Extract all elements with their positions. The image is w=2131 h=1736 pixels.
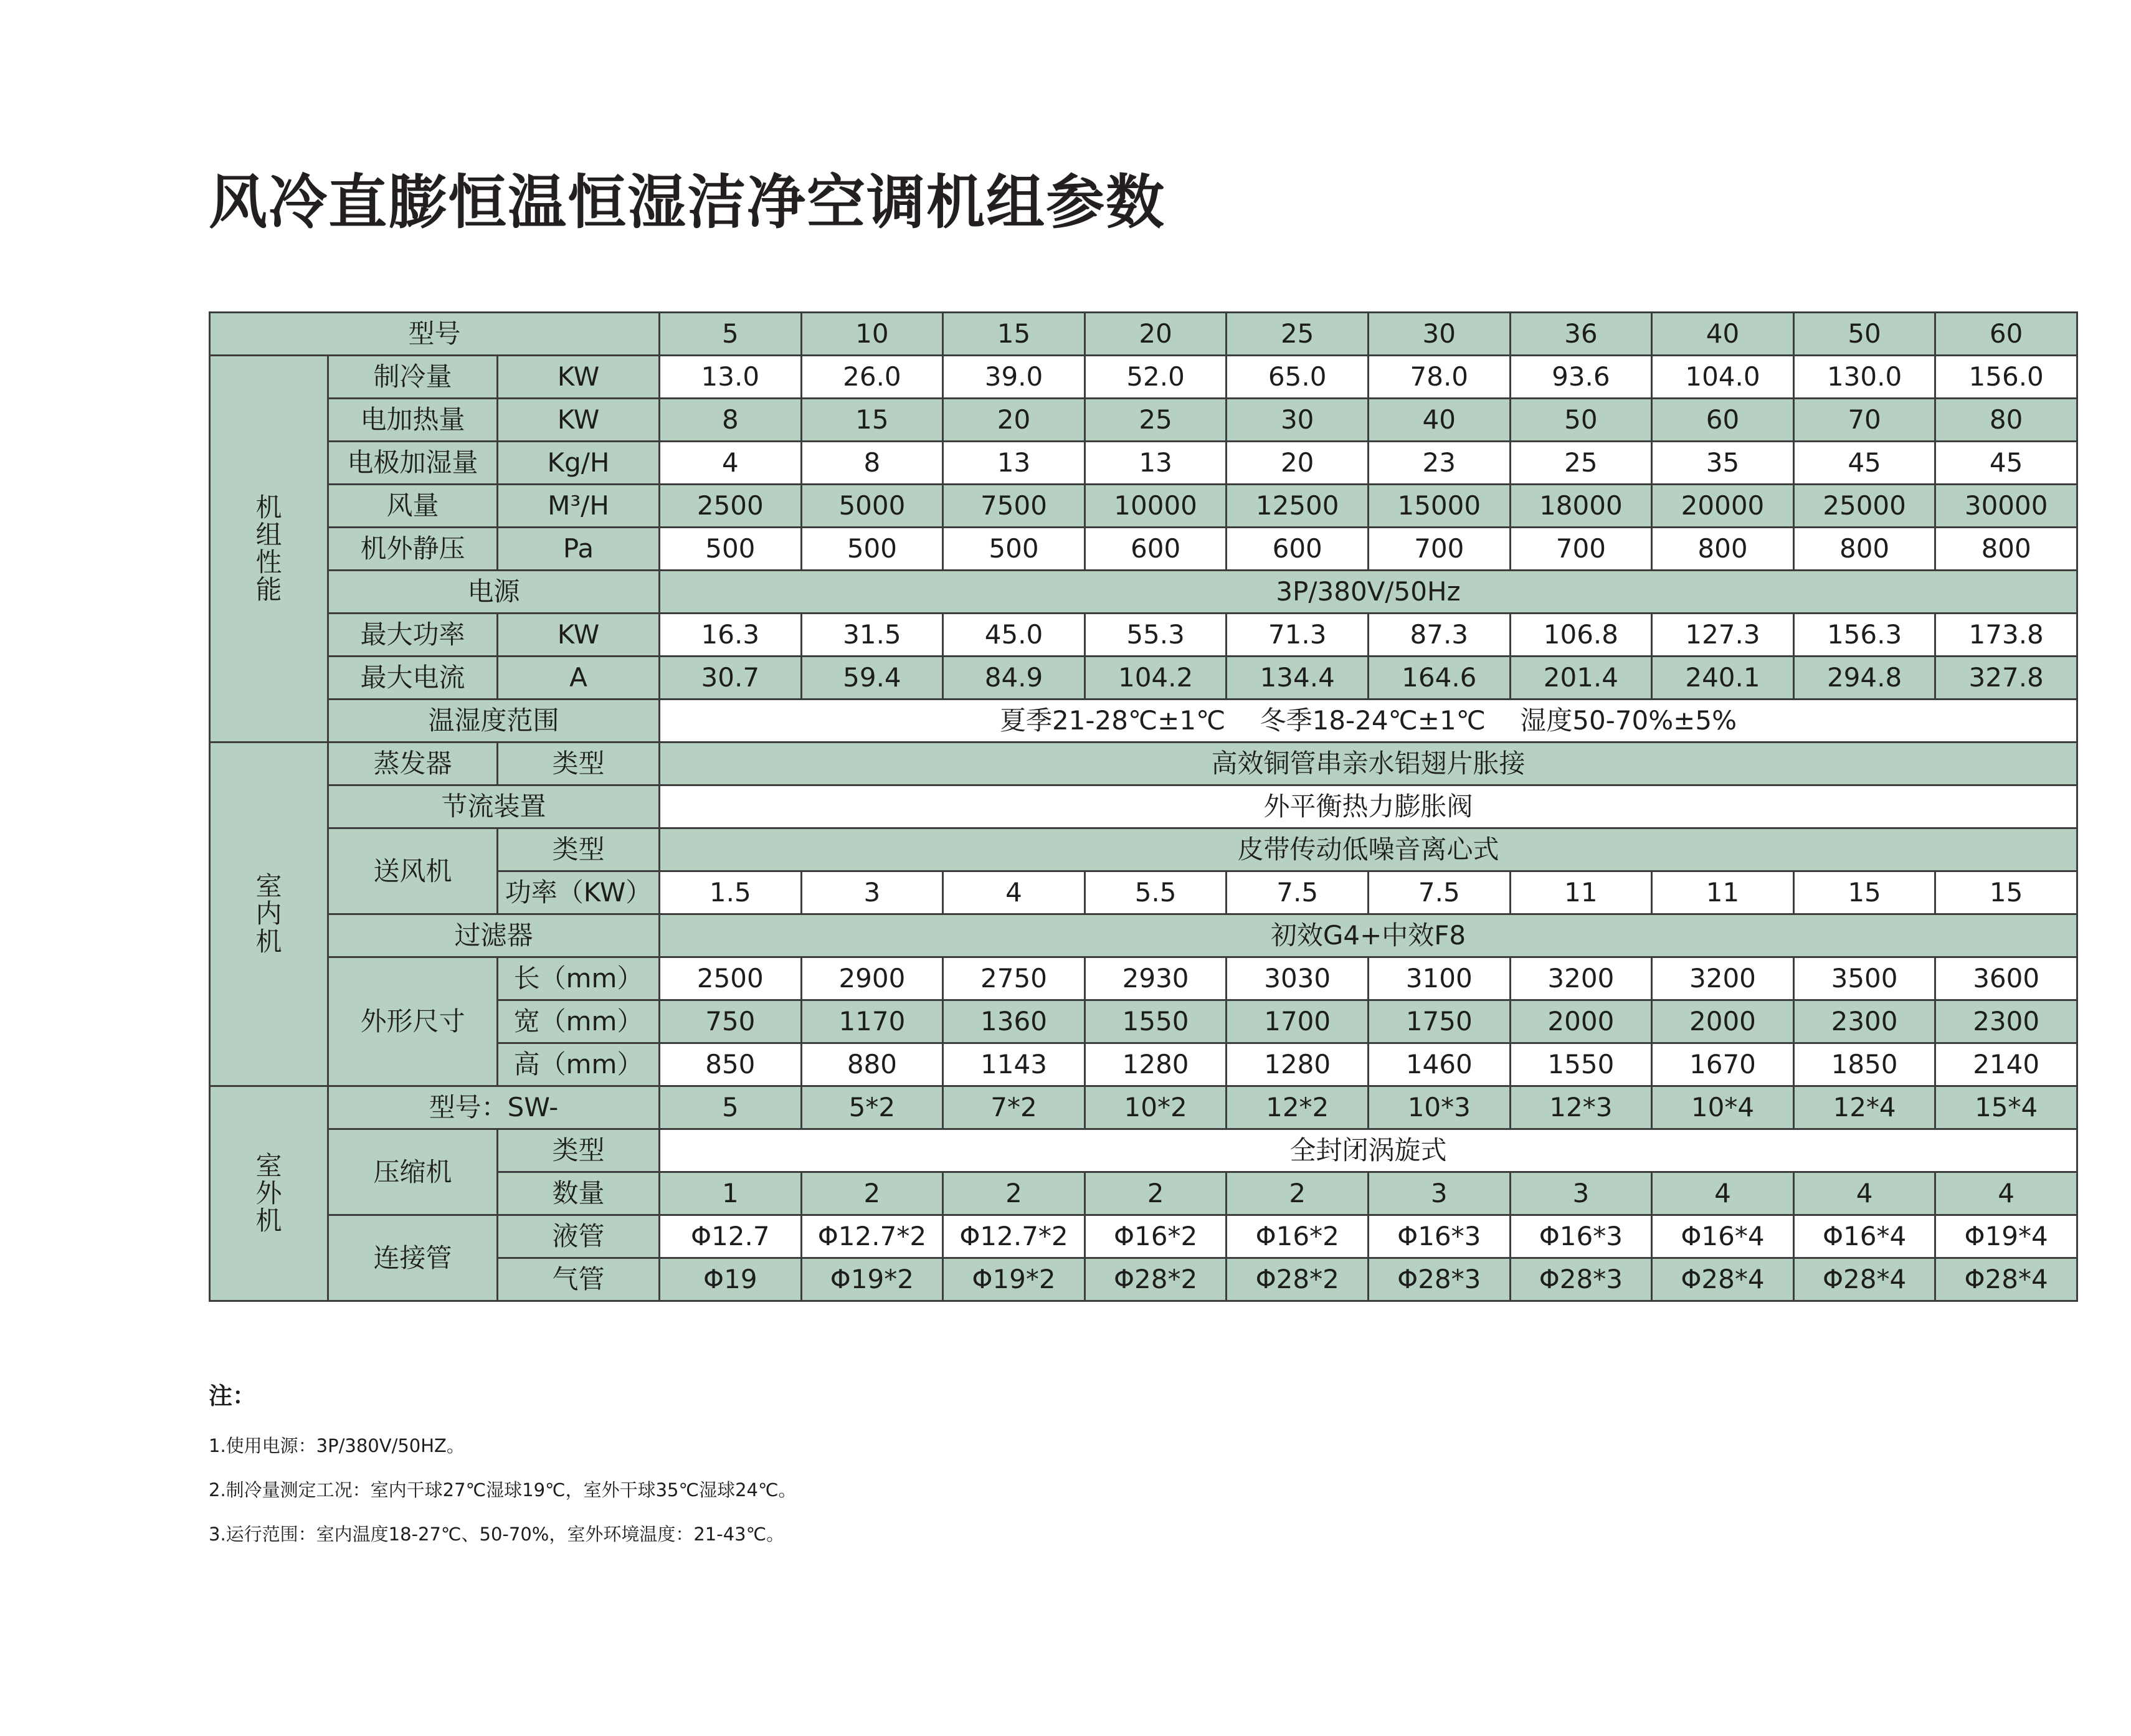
value-cell: 59.4 — [801, 657, 943, 700]
value-cell: Φ16*3 — [1368, 1215, 1510, 1258]
value-cell: 70 — [1793, 399, 1935, 442]
row-label: 机外静压 — [328, 528, 498, 571]
value-cell: 3200 — [1510, 957, 1652, 1000]
value-cell: 45.0 — [943, 614, 1085, 657]
value-cell: 1700 — [1227, 1000, 1369, 1043]
value-cell: 3030 — [1227, 957, 1369, 1000]
row-label: 最大功率 — [328, 614, 498, 657]
unit-cell: KW — [498, 614, 660, 657]
value-cell: 1170 — [801, 1000, 943, 1043]
span-value: 全封闭涡旋式 — [660, 1129, 2077, 1172]
section-label: 机组性能 — [255, 491, 282, 605]
value-cell: Φ16*4 — [1652, 1215, 1794, 1258]
value-cell: 7.5 — [1368, 871, 1510, 914]
value-cell: 93.6 — [1510, 356, 1652, 399]
section-label: 室内机 — [255, 871, 282, 957]
row-label: 送风机 — [328, 828, 498, 914]
value-cell: 15000 — [1368, 485, 1510, 528]
row-label: 电极加湿量 — [328, 442, 498, 485]
value-cell: 11 — [1510, 871, 1652, 914]
table-row — [210, 1215, 2077, 1258]
value-cell: Φ12.7 — [660, 1215, 802, 1258]
table-row — [210, 356, 2077, 399]
unit-cell: KW — [498, 356, 660, 399]
value-cell: 1550 — [1084, 1000, 1227, 1043]
value-cell: 4 — [660, 442, 802, 485]
note-item: 2.制冷量测定工况：室内干球27℃湿球19℃，室外干球35℃湿球24℃。 — [209, 1479, 797, 1501]
value-cell: 12*3 — [1510, 1086, 1652, 1129]
value-cell: 600 — [1227, 528, 1369, 571]
value-cell: 104.0 — [1652, 356, 1794, 399]
value-cell: 87.3 — [1368, 614, 1510, 657]
sub-label: 类型 — [498, 742, 660, 785]
value-cell: 3500 — [1793, 957, 1935, 1000]
value-cell: 130.0 — [1793, 356, 1935, 399]
value-cell: 18000 — [1510, 485, 1652, 528]
row-label: 型号：SW- — [328, 1086, 660, 1129]
value-cell: 78.0 — [1368, 356, 1510, 399]
value-cell: 5 — [660, 1086, 802, 1129]
value-cell: 20 — [1227, 442, 1369, 485]
value-cell: 2 — [1084, 1172, 1227, 1215]
row-label: 压缩机 — [328, 1129, 498, 1215]
value-cell: 156.3 — [1793, 614, 1935, 657]
value-cell: 4 — [1793, 1172, 1935, 1215]
value-cell: 7.5 — [1227, 871, 1369, 914]
value-cell: 800 — [1652, 528, 1794, 571]
value-cell: 25 — [1510, 442, 1652, 485]
sub-label: 数量 — [498, 1172, 660, 1215]
value-cell: 127.3 — [1652, 614, 1794, 657]
row-label: 制冷量 — [328, 356, 498, 399]
value-cell: 15 — [801, 399, 943, 442]
value-cell: 700 — [1510, 528, 1652, 571]
value-cell: 2500 — [660, 957, 802, 1000]
value-cell: 500 — [943, 528, 1085, 571]
page-title: 风冷直膨恒温恒湿洁净空调机组参数 — [209, 169, 1166, 237]
sub-label: 液管 — [498, 1215, 660, 1258]
value-cell: Φ19*4 — [1935, 1215, 2077, 1258]
value-cell: Φ19*2 — [801, 1258, 943, 1301]
value-cell: 4 — [943, 871, 1085, 914]
value-cell: 750 — [660, 1000, 802, 1043]
value-cell: 65.0 — [1227, 356, 1369, 399]
value-cell: 4 — [1935, 1172, 2077, 1215]
value-cell: Φ28*2 — [1084, 1258, 1227, 1301]
table-row — [210, 614, 2077, 657]
value-cell: 1280 — [1084, 1043, 1227, 1086]
table-row — [210, 399, 2077, 442]
value-cell: 1143 — [943, 1043, 1085, 1086]
table-row — [210, 442, 2077, 485]
table-row — [210, 785, 2077, 828]
sub-label: 高（mm） — [498, 1043, 660, 1086]
value-cell: 3 — [801, 871, 943, 914]
value-cell: 2930 — [1084, 957, 1227, 1000]
value-cell: 40 — [1652, 313, 1794, 356]
row-label: 电源 — [328, 571, 660, 614]
value-cell: 3 — [1510, 1172, 1652, 1215]
table-row — [210, 571, 2077, 614]
value-cell: 45 — [1935, 442, 2077, 485]
table-row — [210, 528, 2077, 571]
value-cell: 36 — [1510, 313, 1652, 356]
value-cell: 2 — [943, 1172, 1085, 1215]
value-cell: 7*2 — [943, 1086, 1085, 1129]
span-value: 3P/380V/50Hz — [660, 571, 2077, 614]
value-cell: 13 — [1084, 442, 1227, 485]
value-cell: 5*2 — [801, 1086, 943, 1129]
sub-label: 气管 — [498, 1258, 660, 1301]
value-cell: 30000 — [1935, 485, 2077, 528]
value-cell: 4 — [1652, 1172, 1794, 1215]
row-label: 风量 — [328, 485, 498, 528]
value-cell: 2 — [1227, 1172, 1369, 1215]
value-cell: 1750 — [1368, 1000, 1510, 1043]
value-cell: 104.2 — [1084, 657, 1227, 700]
section-outdoor — [210, 1086, 328, 1301]
value-cell: 15 — [1935, 871, 2077, 914]
value-cell: 1280 — [1227, 1043, 1369, 1086]
section-label: 室外机 — [255, 1150, 282, 1236]
value-cell: 700 — [1368, 528, 1510, 571]
row-label: 电加热量 — [328, 399, 498, 442]
value-cell: 12500 — [1227, 485, 1369, 528]
value-cell: 1.5 — [660, 871, 802, 914]
value-cell: 15 — [1793, 871, 1935, 914]
value-cell: 71.3 — [1227, 614, 1369, 657]
value-cell: 1670 — [1652, 1043, 1794, 1086]
value-cell: Φ28*4 — [1935, 1258, 2077, 1301]
span-value: 高效铜管串亲水铝翅片胀接 — [660, 742, 2077, 785]
value-cell: 35 — [1652, 442, 1794, 485]
value-cell: 15*4 — [1935, 1086, 2077, 1129]
table-row — [210, 742, 2077, 785]
value-cell: 8 — [801, 442, 943, 485]
unit-cell: M³/H — [498, 485, 660, 528]
unit-cell: KW — [498, 399, 660, 442]
value-cell: 20 — [943, 399, 1085, 442]
value-cell: 1 — [660, 1172, 802, 1215]
value-cell: 106.8 — [1510, 614, 1652, 657]
value-cell: 134.4 — [1227, 657, 1369, 700]
value-cell: 2140 — [1935, 1043, 2077, 1086]
value-cell: 10*2 — [1084, 1086, 1227, 1129]
value-cell: 3600 — [1935, 957, 2077, 1000]
value-cell: 2000 — [1510, 1000, 1652, 1043]
value-cell: 15 — [943, 313, 1085, 356]
value-cell: 240.1 — [1652, 657, 1794, 700]
value-cell: Φ12.7*2 — [801, 1215, 943, 1258]
value-cell: 45 — [1793, 442, 1935, 485]
section-indoor — [210, 742, 328, 1086]
sub-label: 功率（KW） — [498, 871, 660, 914]
value-cell: 880 — [801, 1043, 943, 1086]
notes — [209, 1377, 797, 1565]
value-cell: 2300 — [1935, 1000, 2077, 1043]
value-cell: 2500 — [660, 485, 802, 528]
value-cell: 84.9 — [943, 657, 1085, 700]
value-cell: 1460 — [1368, 1043, 1510, 1086]
value-cell: Φ19*2 — [943, 1258, 1085, 1301]
value-cell: 5.5 — [1084, 871, 1227, 914]
value-cell: 3 — [1368, 1172, 1510, 1215]
value-cell: Φ19 — [660, 1258, 802, 1301]
table-row — [210, 700, 2077, 742]
section-performance — [210, 356, 328, 742]
value-cell: 1850 — [1793, 1043, 1935, 1086]
unit-cell: A — [498, 657, 660, 700]
value-cell: 60 — [1652, 399, 1794, 442]
table-row — [210, 957, 2077, 1000]
row-label: 连接管 — [328, 1215, 498, 1301]
value-cell: 164.6 — [1368, 657, 1510, 700]
value-cell: 500 — [660, 528, 802, 571]
value-cell: 10000 — [1084, 485, 1227, 528]
value-cell: Φ28*2 — [1227, 1258, 1369, 1301]
table-row — [210, 1129, 2077, 1172]
span-value: 外平衡热力膨胀阀 — [660, 785, 2077, 828]
span-value: 皮带传动低噪音离心式 — [660, 828, 2077, 871]
spec-table — [209, 311, 2078, 1302]
value-cell: Φ16*2 — [1227, 1215, 1369, 1258]
sub-label: 类型 — [498, 1129, 660, 1172]
value-cell: 3200 — [1652, 957, 1794, 1000]
value-cell: 11 — [1652, 871, 1794, 914]
row-label: 蒸发器 — [328, 742, 498, 785]
value-cell: 2300 — [1793, 1000, 1935, 1043]
table-row — [210, 1086, 2077, 1129]
value-cell: 52.0 — [1084, 356, 1227, 399]
header-row — [210, 313, 2077, 356]
value-cell: Φ16*3 — [1510, 1215, 1652, 1258]
sub-label: 长（mm） — [498, 957, 660, 1000]
value-cell: 26.0 — [801, 356, 943, 399]
value-cell: 500 — [801, 528, 943, 571]
value-cell: 327.8 — [1935, 657, 2077, 700]
row-label: 过滤器 — [328, 914, 660, 957]
value-cell: 173.8 — [1935, 614, 2077, 657]
span-value: 初效G4+中效F8 — [660, 914, 2077, 957]
value-cell: 40 — [1368, 399, 1510, 442]
unit-cell: Pa — [498, 528, 660, 571]
table-row — [210, 485, 2077, 528]
value-cell: 13 — [943, 442, 1085, 485]
value-cell: 25 — [1084, 399, 1227, 442]
value-cell: Φ28*4 — [1793, 1258, 1935, 1301]
value-cell: 7500 — [943, 485, 1085, 528]
value-cell: 13.0 — [660, 356, 802, 399]
value-cell: 800 — [1935, 528, 2077, 571]
value-cell: 10 — [801, 313, 943, 356]
value-cell: 600 — [1084, 528, 1227, 571]
value-cell: 30 — [1368, 313, 1510, 356]
value-cell: 23 — [1368, 442, 1510, 485]
table-row — [210, 828, 2077, 871]
value-cell: 1360 — [943, 1000, 1085, 1043]
notes-heading: 注： — [209, 1382, 257, 1410]
model-header: 型号 — [210, 313, 660, 356]
value-cell: 3100 — [1368, 957, 1510, 1000]
value-cell: 50 — [1510, 399, 1652, 442]
value-cell: 39.0 — [943, 356, 1085, 399]
table-row — [210, 914, 2077, 957]
value-cell: Φ12.7*2 — [943, 1215, 1085, 1258]
value-cell: 156.0 — [1935, 356, 2077, 399]
value-cell: Φ28*4 — [1652, 1258, 1794, 1301]
value-cell: 850 — [660, 1043, 802, 1086]
value-cell: 30 — [1227, 399, 1369, 442]
value-cell: 10*4 — [1652, 1086, 1794, 1129]
value-cell: 20 — [1084, 313, 1227, 356]
value-cell: 5000 — [801, 485, 943, 528]
value-cell: 80 — [1935, 399, 2077, 442]
value-cell: 2 — [801, 1172, 943, 1215]
value-cell: 1550 — [1510, 1043, 1652, 1086]
value-cell: 60 — [1935, 313, 2077, 356]
row-label: 外形尺寸 — [328, 957, 498, 1086]
sub-label: 类型 — [498, 828, 660, 871]
value-cell: 50 — [1793, 313, 1935, 356]
value-cell: 16.3 — [660, 614, 802, 657]
value-cell: 2900 — [801, 957, 943, 1000]
value-cell: 5 — [660, 313, 802, 356]
span-value: 夏季21-28℃±1℃ 冬季18-24℃±1℃ 湿度50-70%±5% — [660, 700, 2077, 742]
value-cell: 12*4 — [1793, 1086, 1935, 1129]
value-cell: 2750 — [943, 957, 1085, 1000]
row-label: 节流装置 — [328, 785, 660, 828]
value-cell: 2000 — [1652, 1000, 1794, 1043]
note-item: 3.运行范围：室内温度18-27℃、50-70%，室外环境温度：21-43℃。 — [209, 1524, 785, 1545]
value-cell: 201.4 — [1510, 657, 1652, 700]
value-cell: 10*3 — [1368, 1086, 1510, 1129]
value-cell: 30.7 — [660, 657, 802, 700]
table-row — [210, 657, 2077, 700]
value-cell: 8 — [660, 399, 802, 442]
unit-cell: Kg/H — [498, 442, 660, 485]
value-cell: 800 — [1793, 528, 1935, 571]
value-cell: Φ16*4 — [1793, 1215, 1935, 1258]
value-cell: 31.5 — [801, 614, 943, 657]
value-cell: 294.8 — [1793, 657, 1935, 700]
note-item: 1.使用电源：3P/380V/50HZ。 — [209, 1435, 465, 1456]
value-cell: Φ16*2 — [1084, 1215, 1227, 1258]
value-cell: 55.3 — [1084, 614, 1227, 657]
sub-label: 宽（mm） — [498, 1000, 660, 1043]
value-cell: Φ28*3 — [1510, 1258, 1652, 1301]
row-label: 温湿度范围 — [328, 700, 660, 742]
value-cell: Φ28*3 — [1368, 1258, 1510, 1301]
value-cell: 25 — [1227, 313, 1369, 356]
value-cell: 25000 — [1793, 485, 1935, 528]
value-cell: 12*2 — [1227, 1086, 1369, 1129]
row-label: 最大电流 — [328, 657, 498, 700]
value-cell: 20000 — [1652, 485, 1794, 528]
